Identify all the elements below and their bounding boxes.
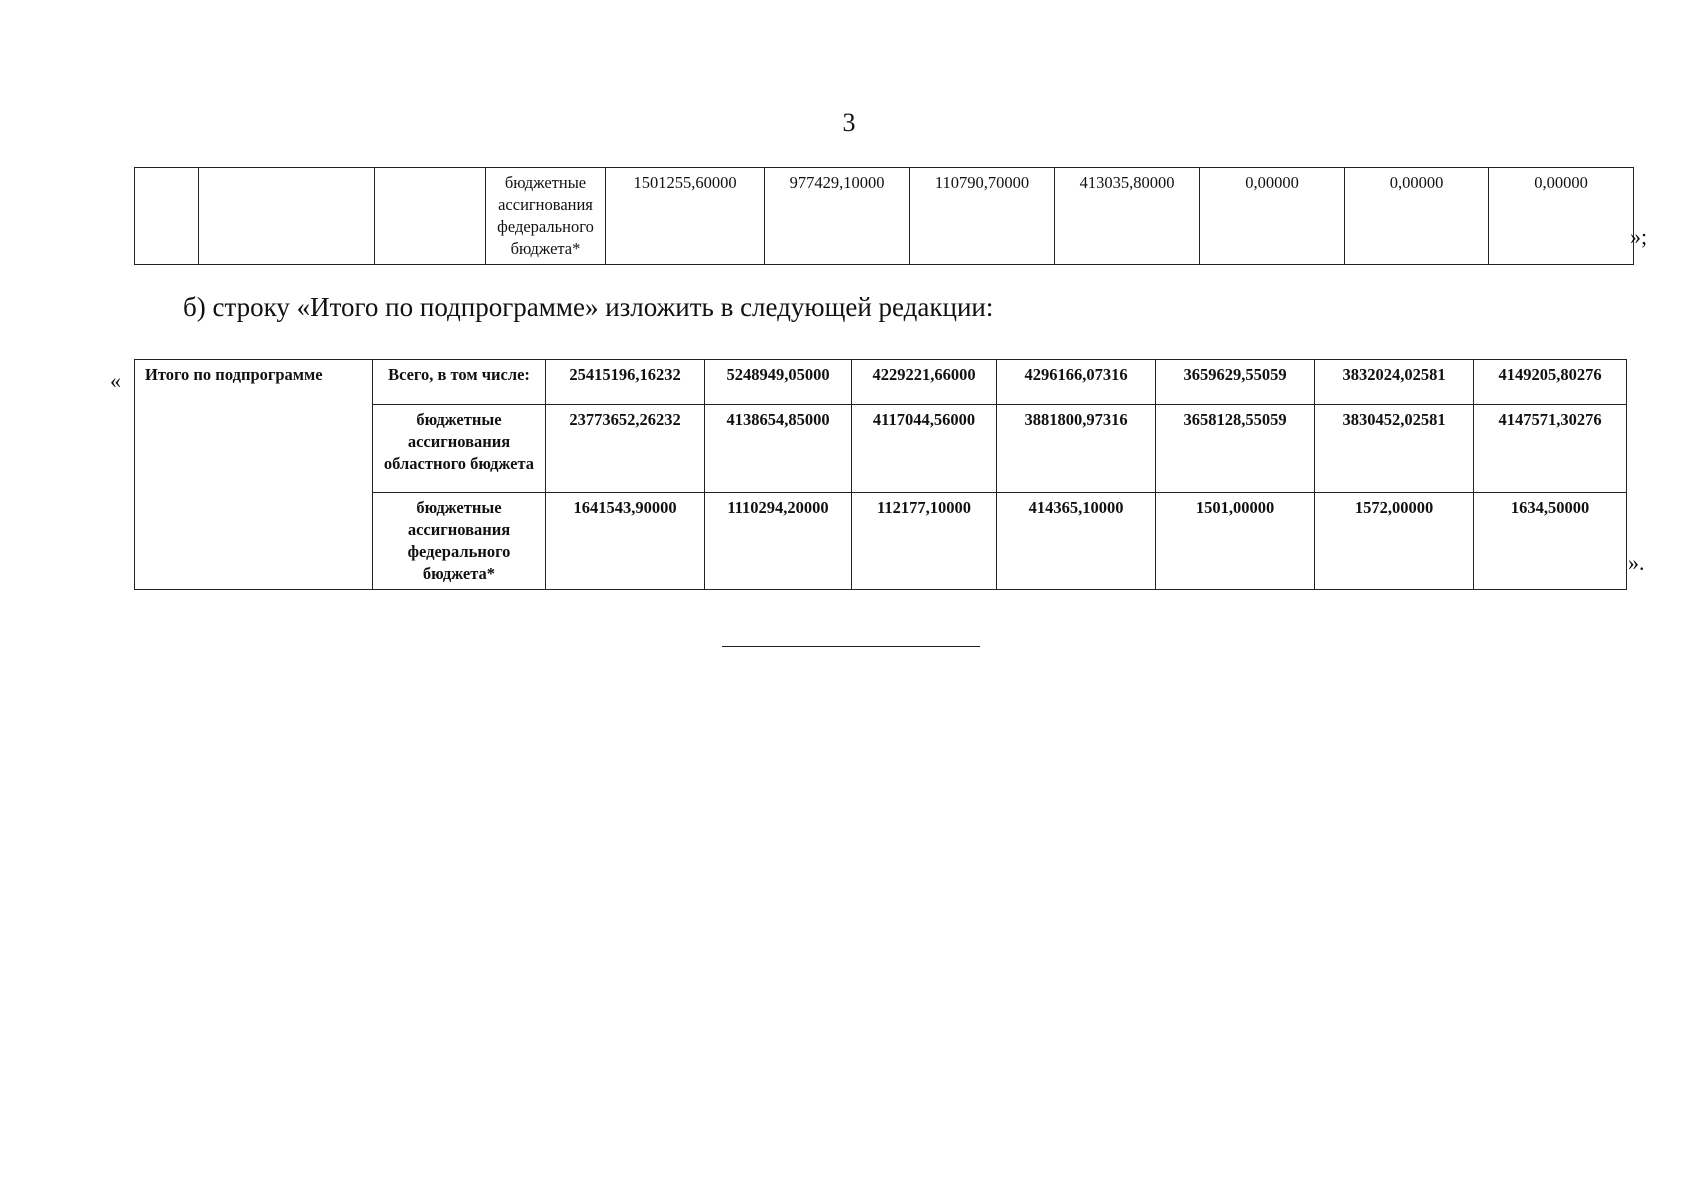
table-row — [135, 360, 1627, 405]
value-cell: 0,00000 — [1489, 168, 1634, 265]
empty-cell — [135, 168, 199, 265]
value-cell: 414365,10000 — [997, 493, 1156, 590]
value-cell: 3832024,02581 — [1315, 360, 1474, 405]
value-cell: 0,00000 — [1200, 168, 1345, 265]
row-label: бюджетные ассигнования федерального бюджета* — [486, 168, 606, 265]
federal-budget-row-table — [134, 167, 1634, 265]
row-label: бюджетные ассигнования областного бюджета — [373, 405, 546, 493]
page-number: 3 — [842, 108, 856, 137]
value-cell: 23773652,26232 — [546, 405, 705, 493]
empty-cell — [199, 168, 375, 265]
value-cell: 0,00000 — [1345, 168, 1489, 265]
value-cell: 4149205,80276 — [1474, 360, 1627, 405]
value-cell: 3659629,55059 — [1156, 360, 1315, 405]
value-cell: 3881800,97316 — [997, 405, 1156, 493]
table-row — [135, 168, 1634, 265]
value-cell: 112177,10000 — [852, 493, 997, 590]
value-cell: 4229221,66000 — [852, 360, 997, 405]
closing-quote: ». — [1628, 550, 1645, 575]
closing-quote: »; — [1630, 224, 1648, 249]
value-cell: 1572,00000 — [1315, 493, 1474, 590]
value-cell: 4296166,07316 — [997, 360, 1156, 405]
value-cell: 977429,10000 — [765, 168, 910, 265]
opening-quote: « — [110, 368, 121, 393]
value-cell: 1634,50000 — [1474, 493, 1627, 590]
value-cell: 5248949,05000 — [705, 360, 852, 405]
empty-cell — [375, 168, 486, 265]
value-cell: 4117044,56000 — [852, 405, 997, 493]
value-cell: 4138654,85000 — [705, 405, 852, 493]
value-cell: 1641543,90000 — [546, 493, 705, 590]
value-cell: 110790,70000 — [910, 168, 1055, 265]
row-title: Итого по подпрограмме — [135, 360, 373, 590]
value-cell: 413035,80000 — [1055, 168, 1200, 265]
value-cell: 1501,00000 — [1156, 493, 1315, 590]
row-label: бюджетные ассигнования федерального бюджета* — [373, 493, 546, 590]
value-cell: 4147571,30276 — [1474, 405, 1627, 493]
value-cell: 1501255,60000 — [606, 168, 765, 265]
value-cell: 3658128,55059 — [1156, 405, 1315, 493]
value-cell: 25415196,16232 — [546, 360, 705, 405]
amendment-text: б) строку «Итого по подпрограмме» изложить в следующей редакции: — [183, 292, 994, 322]
separator-line — [722, 646, 980, 647]
row-label: Всего, в том числе: — [373, 360, 546, 405]
value-cell: 3830452,02581 — [1315, 405, 1474, 493]
subprogram-total-table — [134, 359, 1627, 590]
value-cell: 1110294,20000 — [705, 493, 852, 590]
